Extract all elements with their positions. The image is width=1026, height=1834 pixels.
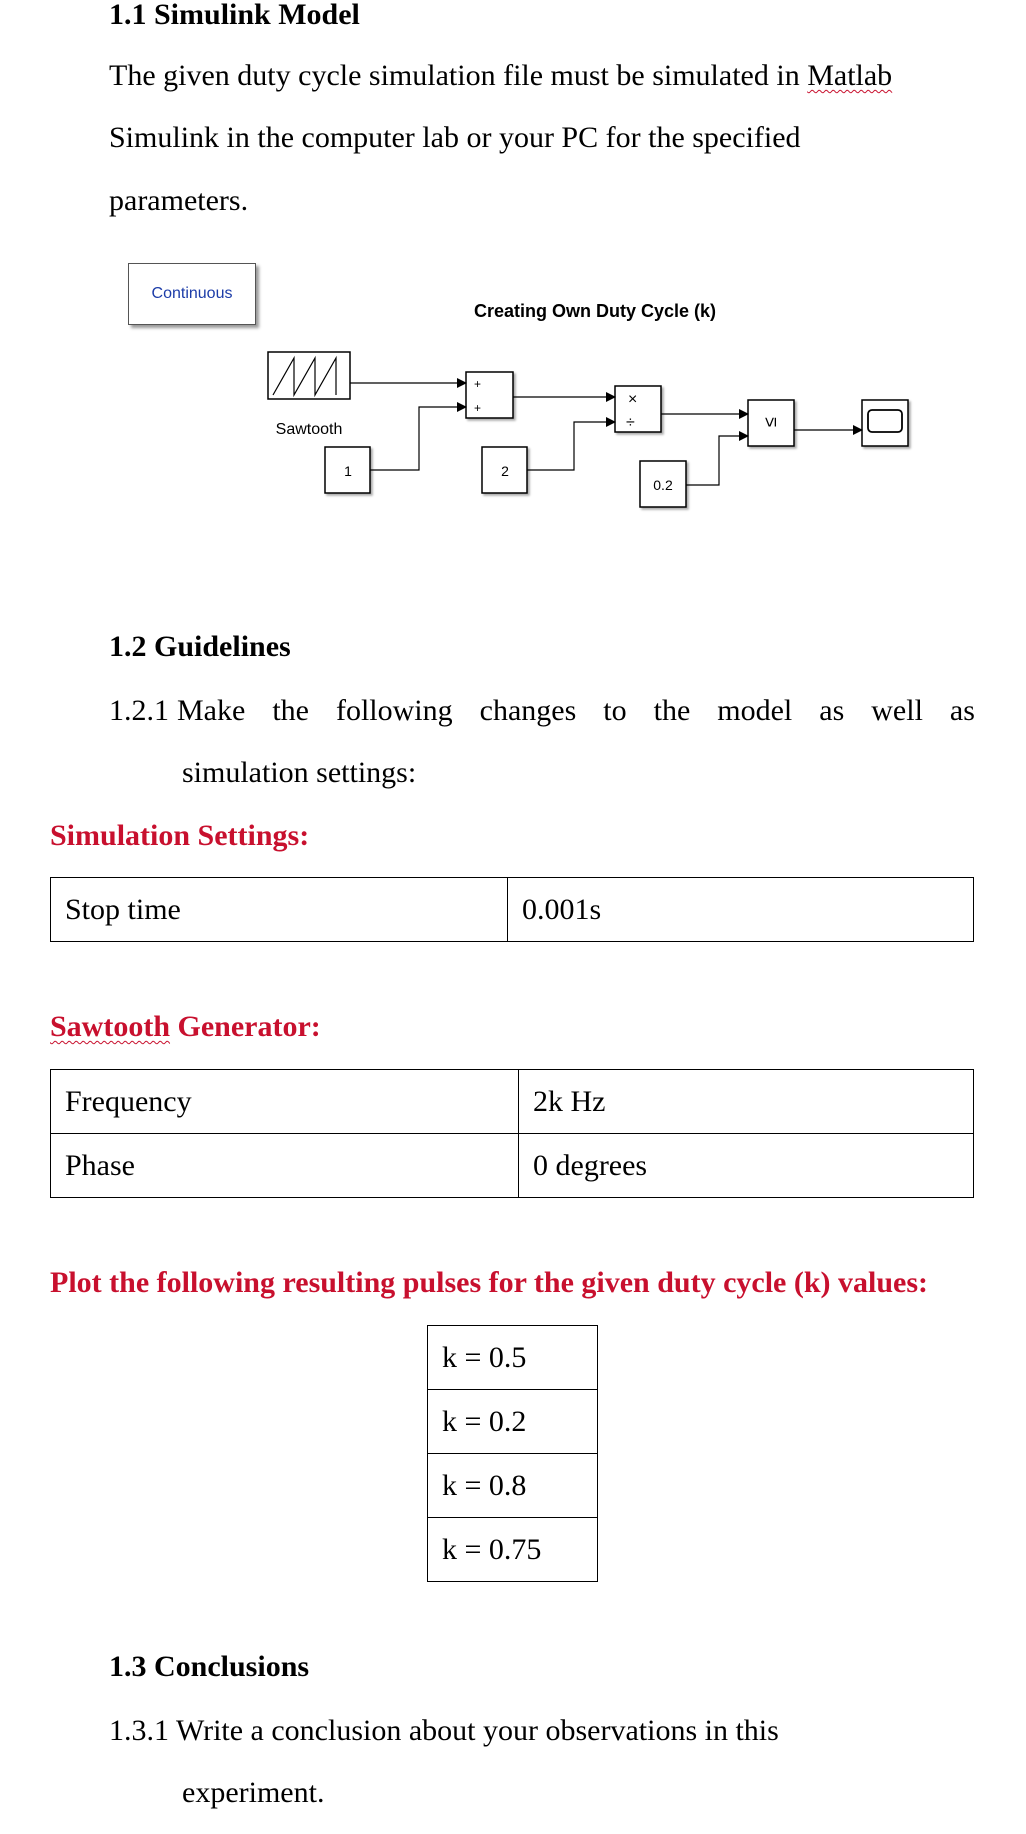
k-value-cell: k = 0.75 [428, 1518, 598, 1582]
sawtooth-label: Sawtooth [275, 421, 343, 438]
conclusion-line-2: experiment. [182, 1776, 325, 1809]
word: model [717, 694, 793, 727]
guideline-number: 1.2.1 [109, 694, 169, 727]
section-1-1-heading: 1.1 Simulink Model [109, 0, 360, 31]
frequency-value: 2k Hz [519, 1070, 974, 1134]
word: as [949, 694, 975, 727]
k-values-table [427, 1325, 598, 1582]
sawtooth-generator-heading [50, 1010, 321, 1044]
matlab-word: Matlab [807, 59, 893, 92]
section-1-2-heading: 1.2 Guidelines [109, 630, 291, 663]
word: well [871, 694, 923, 727]
section-1-3-heading: 1.3 Conclusions [109, 1650, 310, 1683]
stop-time-value: 0.001s [508, 878, 974, 942]
constant-3-value: 0.2 [653, 477, 673, 493]
sawtooth-block [268, 352, 350, 399]
table-row [51, 1134, 974, 1198]
intro-line-3: parameters. [109, 184, 249, 217]
table-row [428, 1518, 598, 1582]
product-sign-1: × [628, 391, 638, 408]
sum-sign-1: + [474, 377, 482, 391]
conclusion-line-1: 1.3.1 Write a conclusion about your observations in this [109, 1714, 779, 1747]
word: to [603, 694, 627, 727]
word: as [819, 694, 845, 727]
frequency-label: Frequency [51, 1070, 519, 1134]
intro-line-2: Simulink in the computer lab or your PC for the specified [109, 121, 801, 154]
word: following [335, 694, 453, 727]
scope-block [862, 400, 908, 446]
sum-sign-2: + [474, 401, 482, 415]
continuous-label: Continuous [151, 285, 233, 302]
guideline-1-2-1-line-2: simulation settings: [182, 756, 417, 789]
word: Make [177, 694, 246, 727]
simulink-diagram [0, 0, 1026, 560]
simulation-settings-table [50, 877, 974, 942]
simulation-settings-heading: Simulation Settings: [50, 819, 310, 852]
table-row [51, 878, 974, 942]
intro-line-1-text: The given duty cycle simulation file must be simulated in [109, 59, 808, 92]
k-value-cell: k = 0.2 [428, 1390, 598, 1454]
relational-operator-symbol: ≤ [760, 417, 780, 427]
word: the [272, 694, 309, 727]
phase-label: Phase [51, 1134, 519, 1198]
table-row [428, 1390, 598, 1454]
diagram-title: Creating Own Duty Cycle (k) [473, 301, 717, 321]
product-sign-2: ÷ [626, 414, 635, 431]
word: changes [479, 694, 577, 727]
generator-word: Generator: [170, 1010, 321, 1043]
table-row [51, 1070, 974, 1134]
k-value-cell: k = 0.5 [428, 1326, 598, 1390]
product-block [615, 386, 661, 432]
word: the [653, 694, 691, 727]
table-row [428, 1326, 598, 1390]
k-value-cell: k = 0.8 [428, 1454, 598, 1518]
stop-time-label: Stop time [51, 878, 508, 942]
constant-2-value: 2 [501, 463, 509, 479]
guideline-words [177, 694, 975, 728]
constant-1-value: 1 [344, 463, 352, 479]
plot-instruction: Plot the following resulting pulses for the given duty cycle (k) values: [50, 1266, 929, 1299]
table-row [428, 1454, 598, 1518]
sawtooth-generator-table [50, 1069, 974, 1198]
sawtooth-word: Sawtooth [50, 1010, 171, 1043]
phase-value: 0 degrees [519, 1134, 974, 1198]
guideline-1-2-1-line-1 [109, 694, 975, 728]
